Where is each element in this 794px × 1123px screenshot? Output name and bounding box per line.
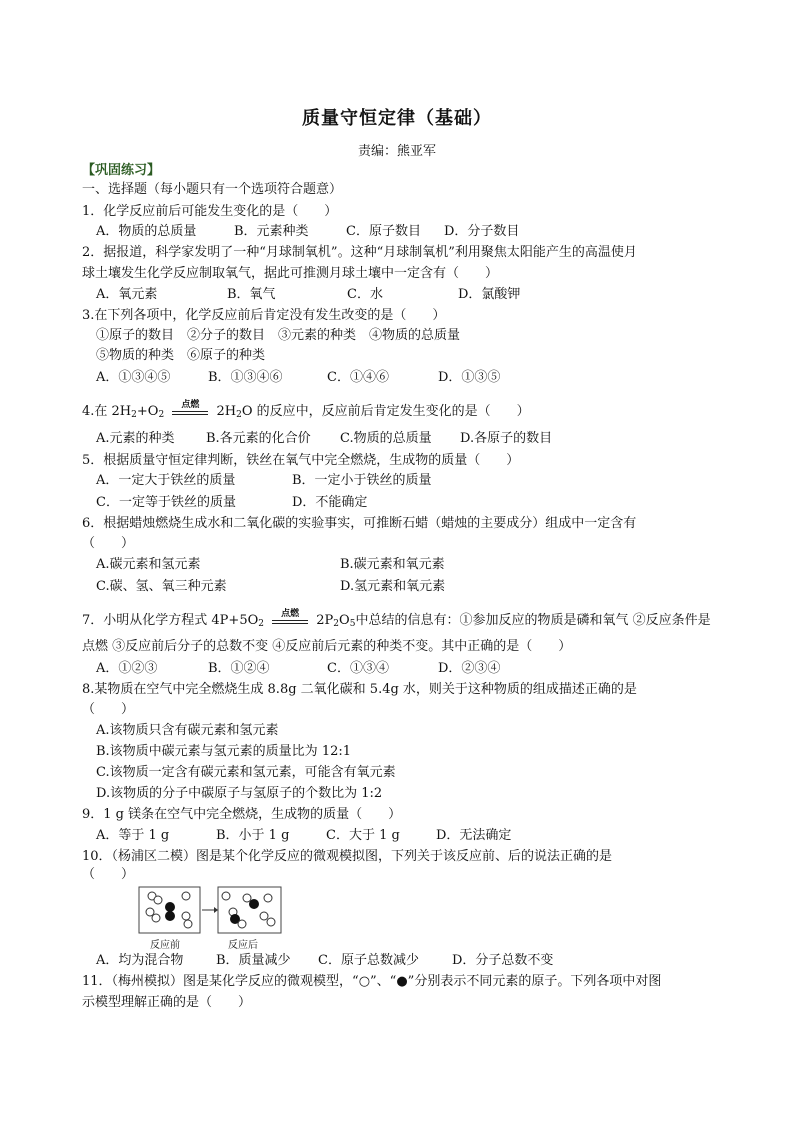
filled-atom (165, 911, 175, 921)
open-atom (238, 920, 246, 928)
q8-option-a: A.该物质只含有碳元素和氢元素 (96, 723, 279, 738)
question-11-stem-line1: 11．（梅州模拟）图是某化学反应的微观模型，“○”、“●”分别表示不同元素的原子。下列各项中对图 (82, 974, 662, 989)
open-atom (267, 918, 275, 926)
q7-option-c: C．①③④ (327, 661, 389, 676)
q4-option-c: C.物质的总质量 (340, 431, 432, 446)
q3-option-b: B．①③④⑥ (208, 370, 283, 385)
q7-rest: 中总结的信息有：①参加反应的物质是磷和氧气 ②反应条件是 (355, 613, 711, 628)
q9-option-b: B．小于 1 g (216, 828, 290, 843)
q3-items-line2: ⑤物质的种类 ⑥原子的种类 (96, 348, 266, 363)
q9-option-a: A．等于 1 g (96, 828, 170, 843)
question-2-stem-line2: 球土壤发生化学反应制取氧气，据此可推测月球土壤中一定含有（ ） (82, 266, 499, 281)
q4-option-b: B.各元素的化合价 (206, 431, 311, 446)
filled-atom (165, 902, 175, 912)
q7-product-o: O (339, 613, 350, 628)
question-5-stem: 5．根据质量守恒定律判断，铁丝在氧气中完全燃烧，生成物的质量（ ） (82, 453, 520, 468)
q2-option-d: D．氯酸钾 (458, 287, 521, 302)
reaction-arrow (268, 608, 312, 628)
part-heading: 一、选择题（每小题只有一个选项符合题意） (82, 182, 343, 197)
open-atom (243, 894, 251, 902)
open-atom (184, 920, 192, 928)
question-6-stem-line1: 6．根据蜡烛燃烧生成水和二氧化碳的实验事实，可推断石蜡（蜡烛的主要成分）组成中一定含有 (82, 516, 637, 531)
q4-suffix: O 的反应中，反应前后肯定发生变化的是（ ） (241, 404, 530, 419)
question-10-stem-line2: （ ） (82, 867, 135, 882)
q1-option-b: B．元素种类 (234, 224, 309, 239)
editor-credit: 责编：熊亚军 (357, 144, 436, 159)
open-atom (182, 912, 190, 920)
q7-option-d: D．②③④ (438, 661, 501, 676)
q6-option-c: C.碳、氢、氧三种元素 (96, 579, 227, 594)
caption-after: 反应后 (228, 940, 258, 951)
filled-atom (249, 899, 259, 909)
q7-sub-o5: 5 (349, 619, 356, 629)
question-6-stem-line2: （ ） (82, 536, 135, 551)
open-atom (146, 908, 154, 916)
q4-product: 2H (216, 404, 237, 419)
question-11-stem-line2: 示模型理解正确的是（ ） (82, 995, 252, 1010)
section-tag: 【巩固练习】 (82, 163, 161, 178)
q2-option-a: A．氧元素 (96, 287, 158, 302)
q3-option-a: A．①③④⑤ (96, 370, 171, 385)
q2-option-c: C．水 (347, 287, 383, 302)
q10-option-b: B．质量减少 (216, 953, 291, 968)
q5-option-c: C．一定等于铁丝的质量 (96, 495, 236, 510)
q10-option-d: D．分子总数不变 (452, 953, 554, 968)
question-3-stem: 3.在下列各项中，化学反应前后肯定没有发生改变的是（ ） (82, 308, 446, 323)
q9-option-d: D．无法确定 (436, 828, 512, 843)
caption-before: 反应前 (150, 940, 180, 951)
question-8-stem-line1: 8.某物质在空气中完全燃烧生成 8.8g 二氧化碳和 5.4g 水，则关于这种物质的组成描述正确的是 (82, 682, 637, 697)
open-atom (260, 912, 268, 920)
q8-option-c: C.该物质一定含有碳元素和氢元素，可能含有氧元素 (96, 765, 396, 780)
q5-option-b: B．一定小于铁丝的质量 (292, 473, 432, 488)
q6-option-d: D.氢元素和氧元素 (340, 579, 446, 594)
question-10-stem-line1: 10．（杨浦区二模）图是某个化学反应的微观模拟图，下列关于该反应前、后的说法正确的是 (82, 849, 613, 864)
question-8-stem-line2: （ ） (82, 702, 135, 717)
q7-option-b: B．①②④ (208, 661, 270, 676)
open-atom (264, 894, 272, 902)
page-title: 质量守恒定律（基础） (302, 108, 492, 129)
open-atom (152, 914, 160, 922)
q4-sub-product: 2 (236, 410, 242, 420)
q4-sub-h2: 2 (131, 410, 137, 420)
q7-product-p: 2P (316, 613, 334, 628)
q3-option-c: C．①④⑥ (327, 370, 389, 385)
q7-sub-o2: 2 (258, 619, 264, 629)
question-7-stem-line2: 点燃 ③反应前后分子的总数不变 ④反应前后元素的种类不变。其中正确的是（ ） (82, 639, 572, 654)
q1-option-d: D．分子数目 (444, 224, 520, 239)
q4-sub-o2: 2 (158, 410, 165, 420)
q1-option-c: C．原子数目 (346, 224, 421, 239)
q10-option-c: C．原子总数减少 (318, 953, 419, 968)
q7-option-a: A．①②③ (96, 661, 158, 676)
q5-option-d: D．不能确定 (292, 495, 368, 510)
q3-items-line1: ①原子的数目 ②分子的数目 ③元素的种类 ④物质的总质量 (96, 328, 461, 343)
q7-sub-p2: 2 (333, 619, 340, 629)
q4-plus-o: +O (136, 404, 159, 419)
q4-option-a: A.元素的种类 (96, 431, 175, 446)
q4-option-d: D.各原子的数目 (460, 431, 553, 446)
open-atom (154, 896, 162, 904)
q7-prefix: 7．小明从化学方程式 4P+5O (82, 613, 259, 628)
q1-option-a: A．物质的总质量 (96, 224, 197, 239)
reaction-arrow-head (214, 907, 218, 913)
q8-option-b: B.该物质中碳元素与氢元素的质量比为 12:1 (96, 744, 352, 759)
q5-option-a: A．一定大于铁丝的质量 (96, 473, 236, 488)
q8-option-d: D.该物质的分子中碳原子与氢原子的个数比为 1:2 (96, 786, 383, 801)
open-atom (222, 892, 230, 900)
q2-option-b: B．氧气 (227, 287, 276, 302)
reaction-condition: 点燃 (281, 608, 300, 619)
open-atom (182, 892, 190, 900)
question-1-stem: 1．化学反应前后可能发生变化的是（ ） (82, 204, 338, 219)
question-7-stem-line1 (82, 608, 711, 633)
q6-option-b: B.碳元素和氧元素 (340, 557, 445, 572)
reaction-arrow (168, 399, 212, 419)
q3-option-d: D．①③⑤ (438, 370, 501, 385)
q4-prefix: 4.在 2H (82, 404, 132, 419)
question-4-stem (82, 399, 530, 424)
question-2-stem-line1: 2．据报道，科学家发明了一种“月球制氧机”。这种“月球制氧机”利用聚焦太阳能产生的高温使月 (82, 245, 637, 260)
reaction-condition: 点燃 (181, 399, 200, 410)
q10-option-a: A．均为混合物 (96, 953, 184, 968)
q9-option-c: C．大于 1 g (326, 828, 400, 843)
q6-option-a: A.碳元素和氢元素 (96, 557, 201, 572)
question-9-stem: 9．1 g 镁条在空气中完全燃烧，生成物的质量（ ） (82, 807, 402, 822)
